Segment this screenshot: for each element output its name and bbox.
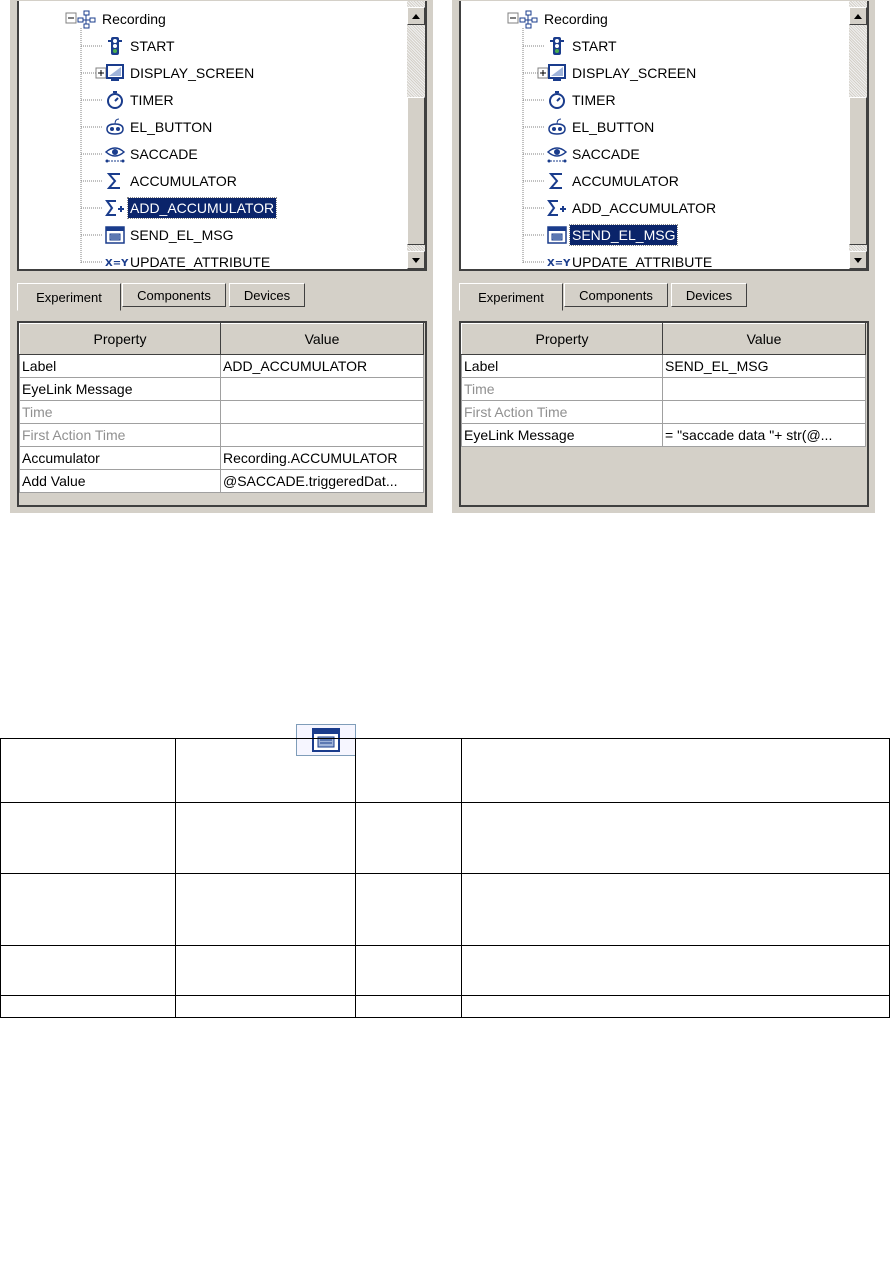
sigma-icon — [105, 171, 125, 191]
tree-item-update-attribute[interactable] — [547, 250, 714, 274]
property-value[interactable] — [221, 401, 424, 424]
table-row[interactable] — [462, 401, 866, 424]
property-name: Time — [20, 401, 221, 424]
tree-item-timer[interactable] — [105, 88, 176, 112]
tree-item-accumulator[interactable] — [547, 169, 681, 193]
tab-devices[interactable] — [671, 283, 747, 307]
tree-item-label: EL_BUTTON — [130, 119, 213, 135]
tab-experiment[interactable] — [17, 283, 121, 311]
property-value[interactable] — [663, 401, 866, 424]
tab-label: Experiment — [478, 289, 544, 305]
tree-item-label: DISPLAY_SCREEN — [130, 65, 255, 81]
tab-label: Components — [137, 287, 211, 303]
tree-item-send-el-msg[interactable] — [547, 223, 677, 247]
timer-icon — [547, 90, 567, 110]
property-value[interactable]: SEND_EL_MSG — [663, 355, 866, 378]
display-screen-icon — [547, 63, 567, 83]
property-name: Label — [20, 355, 221, 378]
property-value[interactable]: ADD_ACCUMULATOR — [221, 355, 424, 378]
property-value[interactable] — [221, 378, 424, 401]
tree-item-label: Recording — [102, 11, 166, 27]
arrow-down-icon — [854, 258, 862, 263]
arrow-down-icon — [412, 258, 420, 263]
table-row[interactable] — [462, 424, 866, 447]
sigma-plus-icon — [105, 198, 125, 218]
tree-item-display-screen[interactable] — [547, 61, 698, 85]
property-value[interactable]: = "saccade data "+ str(@... — [663, 424, 866, 447]
tree-item-label: START — [130, 38, 175, 54]
svg-text:X=Y: X=Y — [105, 258, 129, 269]
arrow-up-icon — [854, 14, 862, 19]
experiment-tree[interactable] — [459, 1, 869, 271]
right-panel — [452, 0, 875, 513]
panel-tabs — [17, 283, 427, 313]
table-row — [1, 803, 890, 874]
tab-components[interactable] — [122, 283, 226, 307]
table-header-row — [20, 324, 424, 355]
send-message-icon — [547, 225, 567, 245]
column-header-property[interactable]: Property — [462, 324, 663, 355]
eye-icon — [547, 144, 567, 164]
property-name: First Action Time — [20, 424, 221, 447]
tree-item-label: SACCADE — [572, 146, 640, 162]
column-header-property[interactable]: Property — [20, 324, 221, 355]
tree-item-label: Recording — [544, 11, 608, 27]
traffic-light-icon — [105, 36, 125, 56]
table-row — [1, 874, 890, 946]
svg-text:X=Y: X=Y — [547, 258, 571, 269]
tree-item-timer[interactable] — [547, 88, 618, 112]
scroll-down-button[interactable] — [849, 251, 867, 269]
display-screen-icon — [105, 63, 125, 83]
tree-item-el-button[interactable] — [105, 115, 214, 139]
tree-item-saccade[interactable] — [105, 142, 200, 166]
table-row — [1, 946, 890, 996]
column-header-value[interactable]: Value — [221, 324, 424, 355]
tab-label: Experiment — [36, 289, 102, 305]
tree-item-start[interactable] — [547, 34, 619, 58]
document-table — [0, 738, 890, 1018]
tree-item-root[interactable] — [519, 7, 610, 31]
tree-item-display-screen[interactable] — [105, 61, 256, 85]
tab-components[interactable] — [564, 283, 668, 307]
property-name: Accumulator — [20, 447, 221, 470]
tree-item-el-button[interactable] — [547, 115, 656, 139]
tab-label: Devices — [243, 287, 291, 303]
network-icon — [519, 9, 539, 29]
table-row[interactable] — [462, 378, 866, 401]
xy-icon — [547, 252, 571, 272]
scroll-up-button[interactable] — [849, 7, 867, 25]
property-table — [461, 323, 866, 447]
table-row[interactable] — [20, 424, 424, 447]
tree-item-label: ADD_ACCUMULATOR — [572, 200, 717, 216]
scroll-thumb[interactable] — [407, 97, 425, 245]
tree-item-label: TIMER — [572, 92, 616, 108]
tree-item-update-attribute[interactable] — [105, 250, 272, 274]
tree-item-root[interactable] — [77, 7, 168, 31]
table-row[interactable] — [20, 470, 424, 493]
left-panel — [10, 0, 433, 513]
scroll-thumb[interactable] — [849, 97, 867, 245]
tree-item-label: SACCADE — [130, 146, 198, 162]
button-box-icon — [547, 117, 567, 137]
tree-item-label: UPDATE_ATTRIBUTE — [572, 254, 713, 270]
tab-devices[interactable] — [229, 283, 305, 307]
button-box-icon — [105, 117, 125, 137]
table-row — [1, 996, 890, 1018]
tree-item-label: DISPLAY_SCREEN — [572, 65, 697, 81]
property-name: EyeLink Message — [462, 424, 663, 447]
table-row[interactable] — [20, 447, 424, 470]
tree-item-label: UPDATE_ATTRIBUTE — [130, 254, 271, 270]
tree-item-label: ACCUMULATOR — [572, 173, 679, 189]
table-row[interactable] — [20, 378, 424, 401]
experiment-tree[interactable] — [17, 1, 427, 271]
tree-item-label: START — [572, 38, 617, 54]
tree-item-add-accumulator[interactable] — [105, 196, 276, 220]
table-row[interactable] — [462, 355, 866, 378]
tree-item-label: EL_BUTTON — [572, 119, 655, 135]
send-message-icon — [105, 225, 125, 245]
property-value[interactable] — [663, 378, 866, 401]
property-grid — [459, 321, 869, 507]
tree-item-label: ACCUMULATOR — [130, 173, 237, 189]
sigma-icon — [547, 171, 567, 191]
column-header-value[interactable]: Value — [663, 324, 866, 355]
tree-item-label: SEND_EL_MSG — [130, 227, 234, 243]
sigma-plus-icon — [547, 198, 567, 218]
property-value[interactable] — [221, 424, 424, 447]
scroll-down-button[interactable] — [407, 251, 425, 269]
arrow-up-icon — [412, 14, 420, 19]
tree-item-send-el-msg[interactable] — [105, 223, 235, 247]
tree-item-label: TIMER — [130, 92, 174, 108]
property-table — [19, 323, 424, 493]
property-value[interactable]: Recording.ACCUMULATOR — [221, 447, 424, 470]
tree-scrollbar[interactable] — [407, 1, 425, 269]
tree-item-label: ADD_ACCUMULATOR — [130, 200, 275, 216]
tree-scrollbar[interactable] — [849, 1, 867, 269]
property-grid — [17, 321, 427, 507]
panel-tabs — [459, 283, 869, 313]
property-name: EyeLink Message — [20, 378, 221, 401]
table-row[interactable] — [20, 401, 424, 424]
tree-item-accumulator[interactable] — [105, 169, 239, 193]
eye-icon — [105, 144, 125, 164]
tree-item-label: SEND_EL_MSG — [572, 227, 676, 243]
tree-item-add-accumulator[interactable] — [547, 196, 718, 220]
tree-item-start[interactable] — [105, 34, 177, 58]
property-value[interactable]: @SACCADE.triggeredDat... — [221, 470, 424, 493]
xy-icon — [105, 252, 129, 272]
property-name: Label — [462, 355, 663, 378]
tab-label: Devices — [685, 287, 733, 303]
table-header-row — [462, 324, 866, 355]
property-name: Time — [462, 378, 663, 401]
tab-experiment[interactable] — [459, 283, 563, 311]
scroll-up-button[interactable] — [407, 7, 425, 25]
property-name: First Action Time — [462, 401, 663, 424]
property-name: Add Value — [20, 470, 221, 493]
tab-label: Components — [579, 287, 653, 303]
table-row[interactable] — [20, 355, 424, 378]
timer-icon — [105, 90, 125, 110]
table-row — [1, 739, 890, 803]
network-icon — [77, 9, 97, 29]
traffic-light-icon — [547, 36, 567, 56]
tree-item-saccade[interactable] — [547, 142, 642, 166]
